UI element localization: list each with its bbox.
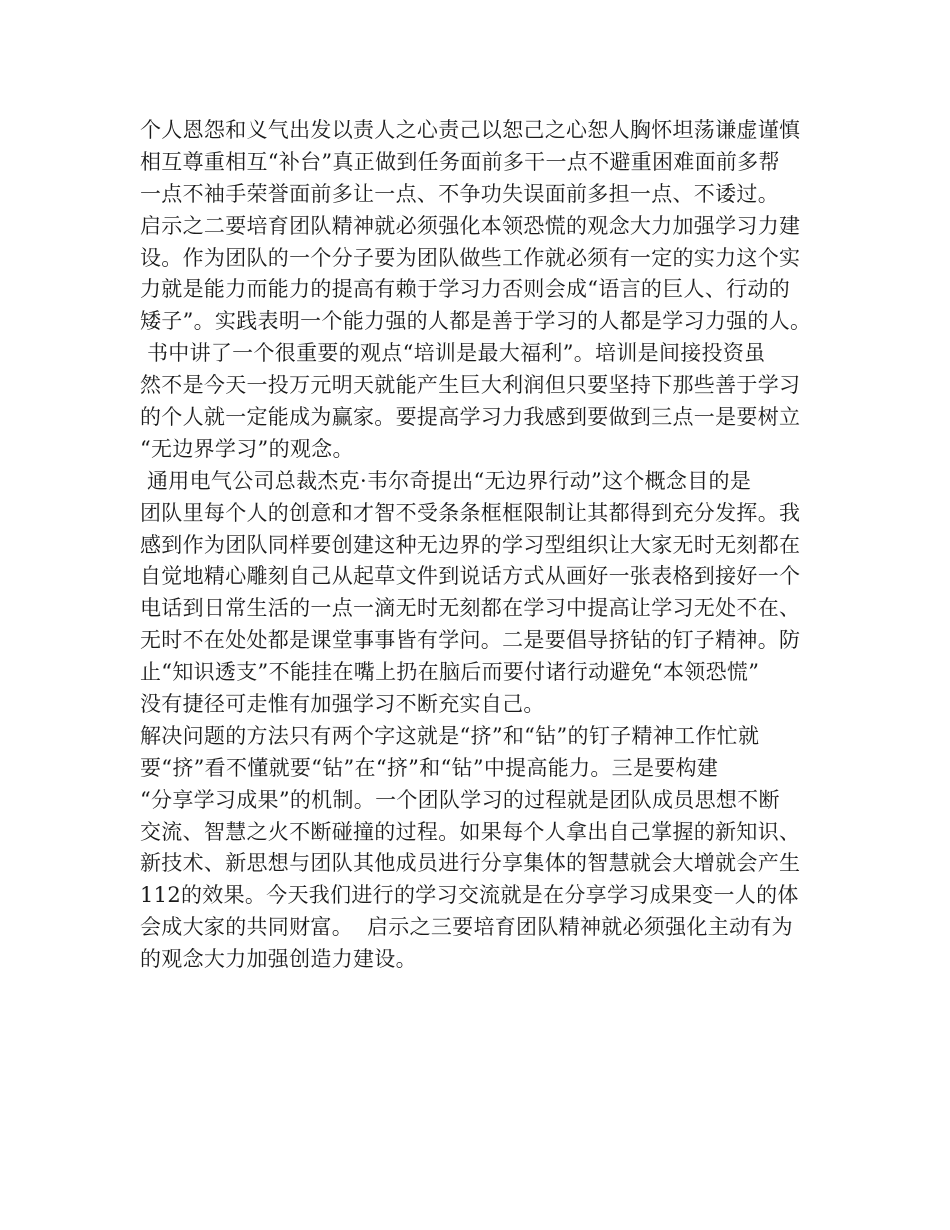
text-line: 无时不在处处都是课堂事事皆有学问。二是要倡导挤钻的钉子精神。防 (140, 628, 801, 653)
document-page (140, 115, 830, 976)
text-line: 书中讲了一个很重要的观点“培训是最大福利”。培训是间接投资虽 (140, 341, 766, 366)
text-line: 没有捷径可走惟有加强学习不断充实自己。 (140, 692, 545, 717)
text-line: 的个人就一定能成为赢家。要提高学习力我感到要做到三点一是要树立 (140, 405, 801, 430)
text-line: 止“知识透支”不能挂在嘴上扔在脑后而要付诸行动避免“本领恐慌” (140, 660, 760, 685)
text-line: 解决问题的方法只有两个字这就是“挤”和“钻”的钉子精神工作忙就 (140, 723, 760, 748)
text-line: “分享学习成果”的机制。一个团队学习的过程就是团队成员思想不断 (140, 787, 780, 812)
text-line: 电话到日常生活的一点一滴无时无刻都在学习中提高让学习无处不在、 (140, 596, 801, 621)
text-line: 个人恩怨和义气出发以责人之心责己以恕己之心恕人胸怀坦荡谦虚谨慎 (140, 118, 801, 142)
text-line: 一点不袖手荣誉面前多让一点、不争功失误面前多担一点、不诿过。 (140, 181, 779, 206)
text-line: “无边界学习”的观念。 (140, 436, 354, 461)
text-line: 通用电气公司总裁杰克·韦尔奇提出“无边界行动”这个概念目的是 (140, 468, 752, 493)
text-line: 新技术、新思想与团队其他成员进行分享集体的智慧就会大增就会产生 (140, 851, 801, 876)
text-line: 自觉地精心雕刻自己从起草文件到说话方式从画好一张表格到接好一个 (140, 564, 801, 589)
text-line: 相互尊重相互“补台”真正做到任务面前多干一点不避重困难面前多帮 (140, 149, 780, 174)
text-line: 的观念大力加强创造力建设。 (140, 947, 417, 972)
text-line: 交流、智慧之火不断碰撞的过程。如果每个人拿出自己掌握的新知识、 (140, 819, 801, 844)
text-line: 112的效果。今天我们进行的学习交流就是在分享学习成果变一人的体 (140, 883, 799, 908)
text-line: 力就是能力而能力的提高有赖于学习力否则会成“语言的巨人、行动的 (140, 277, 791, 302)
text-line: 启示之二要培育团队精神就必须强化本领恐慌的观念大力加强学习力建 (140, 213, 801, 238)
text-line: 要“挤”看不懂就要“钻”在“挤”和“钻”中提高能力。三是要构建 (140, 755, 719, 780)
text-line: 设。作为团队的一个分子要为团队做些工作就必须有一定的实力这个实 (140, 245, 801, 270)
text-line: 矮子”。实践表明一个能力强的人都是善于学习的人都是学习力强的人。 (140, 309, 812, 334)
text-line: 然不是今天一投万元明天就能产生巨大利润但只要坚持下那些善于学习 (140, 373, 801, 398)
text-line: 感到作为团队同样要创建这种无边界的学习型组织让大家无时无刻都在 (140, 532, 801, 557)
text-line: 团队里每个人的创意和才智不受条条框框限制让其都得到充分发挥。我 (140, 500, 801, 525)
text-line: 会成大家的共同财富。 启示之三要培育团队精神就必须强化主动有为 (140, 915, 793, 940)
